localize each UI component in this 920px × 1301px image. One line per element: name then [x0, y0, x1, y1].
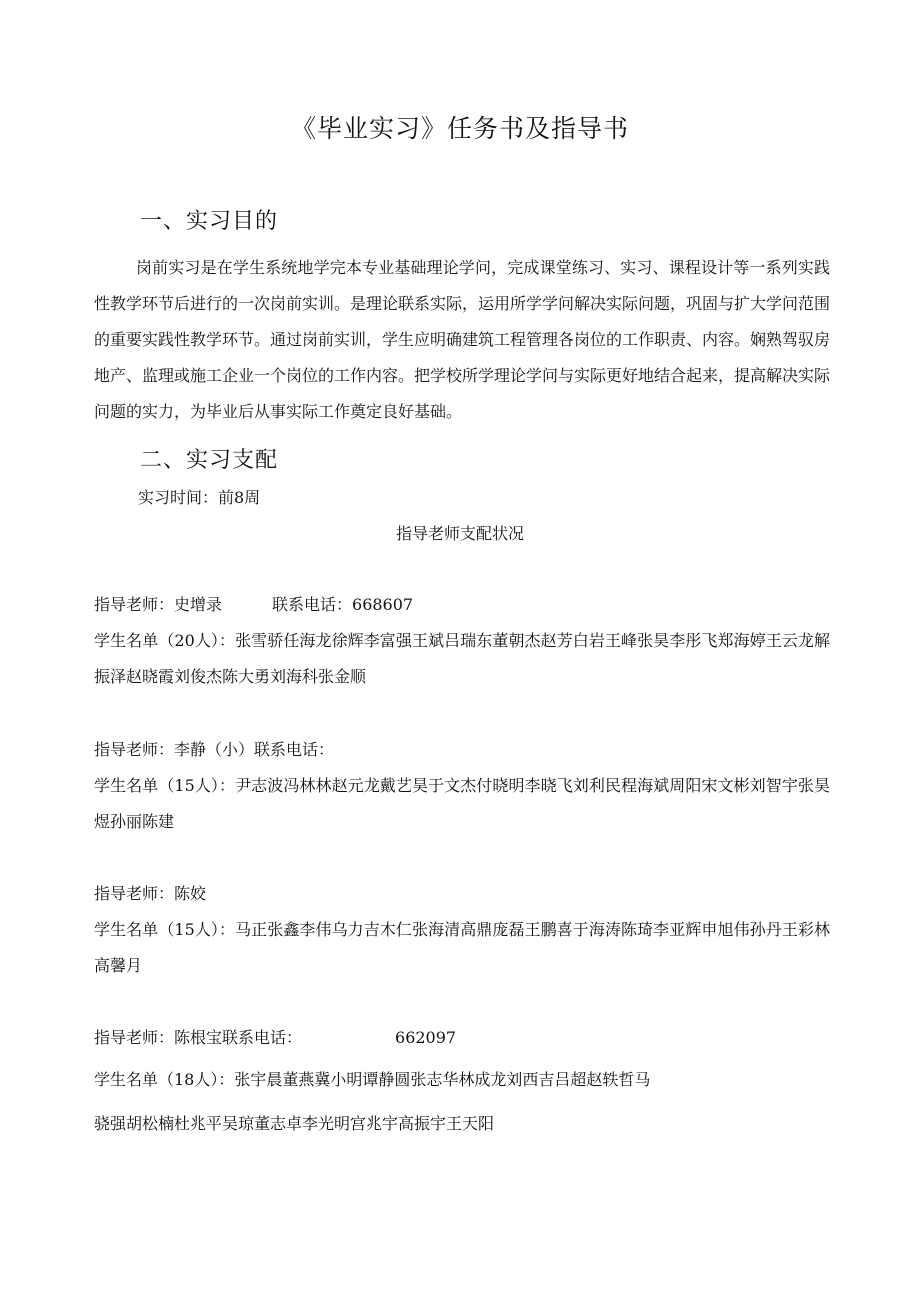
- document-title: 《毕业实习》任务书及指导书: [290, 114, 629, 143]
- teacher-line-1: [94, 594, 413, 616]
- teacher-line-2: 指导老师：李静（小）联系电话：: [94, 740, 335, 759]
- student-list-1: 学生名单（20人）：张雪骄任海龙徐辉李富强王斌吕瑞东董朝杰赵芳白岩王峰张昊李彤飞郑海婷王云龙解振泽赵晓霞刘俊杰陈大勇刘海科张金顺: [94, 631, 830, 686]
- teacher-line-3: 指导老师：陈姣: [94, 884, 207, 903]
- teacher-phone: 联系电话：668607: [272, 595, 414, 614]
- purpose-paragraph: 岗前实习是在学生系统地学完本专业基础理论学问，完成课堂练习、实习、课程设计等一系列实践性教学环节后进行的一次岗前实训。是理论联系实际，运用所学学问解决实际问题，巩固与扩大学问范围的重要实践性教学环节。通过岗前实训，学生应明确建筑工程管理各岗位的工作职责、内容。娴熟驾驭房地产、监理或施工企业一个岗位的工作内容。把学校所学理论学问与实际更好地结合起来，提高解决实际问题的实力，为毕业后从事实际工作奠定良好基础。: [94, 258, 831, 421]
- teacher-phone: 662097: [395, 1028, 457, 1047]
- student-list-2: 学生名单（15人）：尹志波冯林林赵元龙戴艺昊于文杰付晓明李晓飞刘利民程海斌周阳宋文彬刘智宇张昊煜孙丽陈建: [94, 776, 830, 831]
- section-heading-purpose: 一、实习目的: [140, 209, 279, 234]
- teacher-line-4: [94, 1027, 456, 1049]
- student-list-4-line-1: 学生名单（18人）：张宇晨董燕冀小明谭静圆张志华林成龙刘西吉吕超赵轶哲马: [94, 1070, 651, 1089]
- teacher-name: 指导老师：陈根宝联系电话：: [94, 1028, 303, 1047]
- teacher-name: 指导老师：史增录: [94, 595, 223, 614]
- internship-time: 实习时间：前8周: [138, 488, 261, 507]
- table-caption: 指导老师支配状况: [395, 524, 524, 543]
- student-list-3: 学生名单（15人）：马正张鑫李伟乌力吉木仁张海清高鼎庞磊王鹏喜于海涛陈琦李亚辉申旭伟孙丹王彩林高馨月: [94, 920, 830, 975]
- student-list-4-line-2: 骁强胡松楠杜兆平吴琼董志卓李光明宫兆宇高振宇王天阳: [94, 1114, 495, 1133]
- section-heading-arrangement: 二、实习支配: [140, 448, 279, 473]
